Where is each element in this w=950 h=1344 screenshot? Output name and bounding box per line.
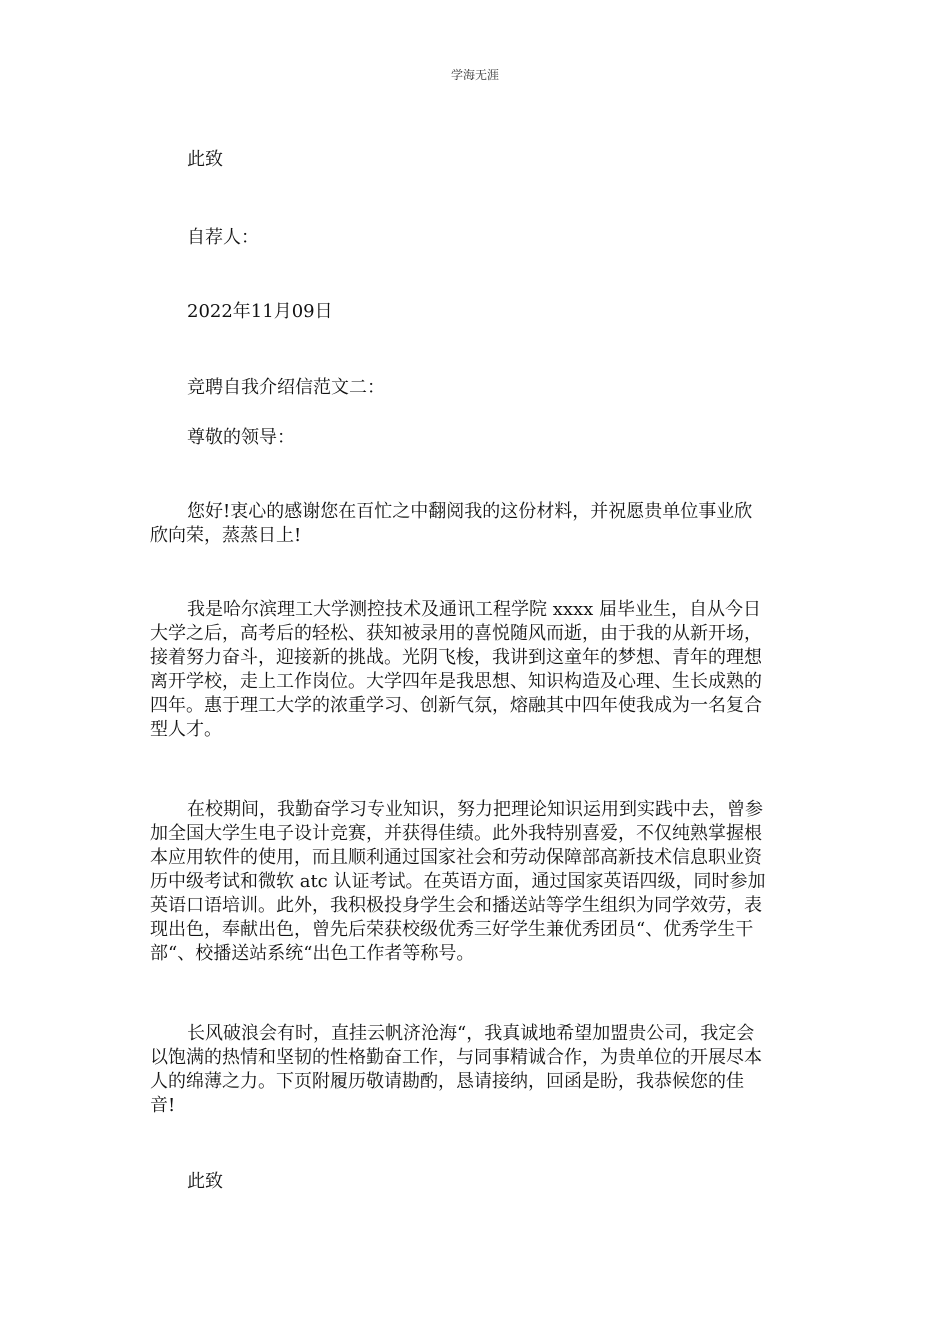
paragraph-line: 音! <box>150 1095 176 1116</box>
paragraph-closing-statement <box>150 1022 806 1118</box>
paragraph-line: 在校期间，我勤奋学习专业知识，努力把理论知识运用到实践中去，曾参 <box>187 799 763 820</box>
paragraph-line: 大学之后，高考后的轻松、获知被录用的喜悦随风而逝，由于我的从新开场， <box>150 623 762 644</box>
paragraph-greeting <box>150 500 806 548</box>
salutation-line: 尊敬的领导： <box>187 427 295 448</box>
paragraph-line: 型人才。 <box>150 719 222 740</box>
paragraph-line: 我是哈尔滨理工大学测控技术及通讯工程学院 xxxx 届毕业生，自从今日 <box>187 599 762 620</box>
paragraph-school-experience <box>150 798 806 966</box>
paragraph-line: 人的绵薄之力。下页附履历敬请勘酌，恳请接纳，回函是盼，我恭候您的佳 <box>150 1071 744 1092</box>
paragraph-line: 现出色，奉献出色，曾先后荣获校级优秀三好学生兼优秀团员“、优秀学生干 <box>150 919 754 940</box>
paragraph-line: 本应用软件的使用，而且顺利通过国家社会和劳动保障部高新技术信息职业资 <box>150 847 762 868</box>
paragraph-line: 四年。惠于理工大学的浓重学习、创新气氛，熔融其中四年使我成为一名复合 <box>150 695 762 716</box>
section-title: 竞聘自我介绍信范文二： <box>187 377 385 398</box>
paragraph-line: 欣向荣，蒸蒸日上! <box>150 525 302 546</box>
paragraph-introduction <box>150 598 806 742</box>
paragraph-line: 离开学校，走上工作岗位。大学四年是我思想、知识构造及心理、生长成熟的 <box>150 671 762 692</box>
paragraph-line: 加全国大学生电子设计竞赛，并获得佳绩。此外我特别喜爱，不仅纯熟掌握根 <box>150 823 762 844</box>
page-header: 学海无涯 <box>450 68 499 82</box>
signer-line: 自荐人： <box>187 227 259 248</box>
closing-line-bottom: 此致 <box>187 1171 223 1192</box>
paragraph-line: 历中级考试和微软 atc 认证考试。在英语方面，通过国家英语四级，同时参加 <box>150 871 766 892</box>
paragraph-line: 长风破浪会有时，直挂云帆济沧海“，我真诚地希望加盟贵公司，我定会 <box>187 1023 755 1044</box>
paragraph-line: 接着努力奋斗，迎接新的挑战。光阴飞梭，我讲到这童年的梦想、青年的理想 <box>150 647 762 668</box>
closing-line: 此致 <box>187 149 223 170</box>
paragraph-line: 英语口语培训。此外，我积极投身学生会和播送站等学生组织为同学效劳，表 <box>150 895 762 916</box>
paragraph-line: 您好!衷心的感谢您在百忙之中翻阅我的这份材料，并祝愿贵单位事业欣 <box>187 501 753 522</box>
paragraph-line: 以饱满的热情和坚韧的性格勤奋工作，与同事精诚合作，为贵单位的开展尽本 <box>150 1047 762 1068</box>
date-line: 2022年11月09日 <box>187 301 333 322</box>
paragraph-line: 部“、校播送站系统“出色工作者等称号。 <box>150 943 475 964</box>
